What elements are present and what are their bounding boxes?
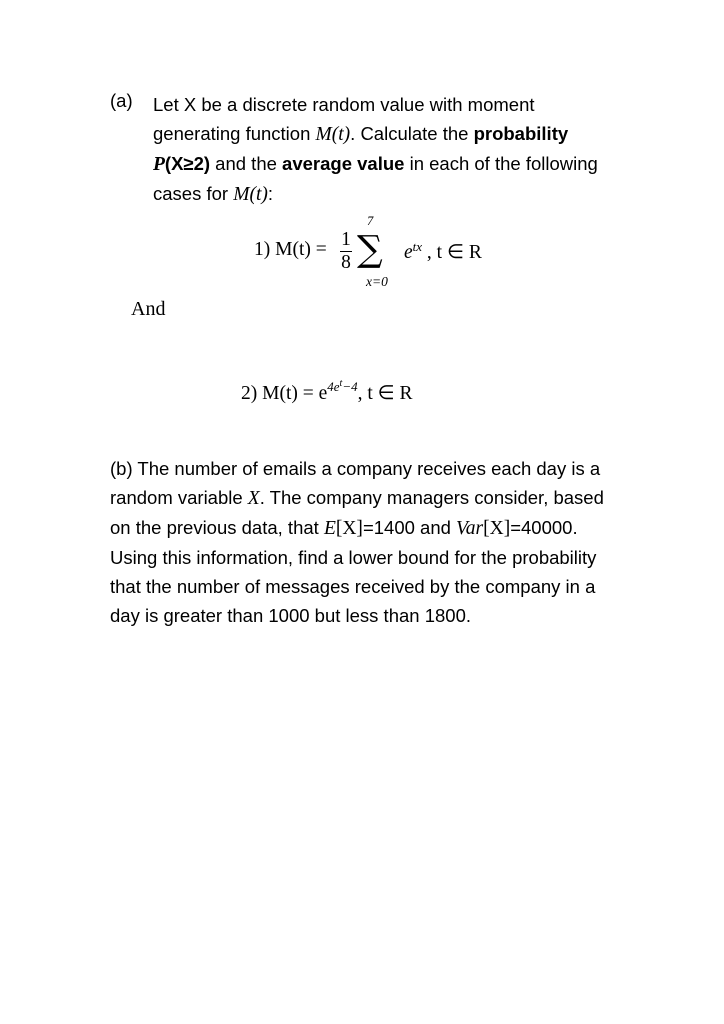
formula-2-exp-part2: −4: [342, 379, 358, 394]
part-a-label: (a): [110, 90, 133, 111]
part-a-text-4: in each of the following cases for: [153, 153, 598, 204]
summation-symbol: ∑: [357, 229, 383, 270]
formula-1-lhs: 1) M(t) =: [254, 239, 327, 260]
part-b-paragraph: [110, 454, 620, 630]
and-text: And: [131, 298, 166, 320]
fraction-denominator: 8: [341, 252, 351, 274]
formula-2-tail: , t ∈ R: [357, 383, 413, 404]
part-a-bold-average: average value: [282, 153, 405, 174]
formula-1: [254, 212, 514, 292]
formula-2: [241, 378, 413, 405]
part-b-text-1: (b) The number of emails a company receives each day is a random variable: [110, 458, 601, 508]
sum-upper-limit: 7: [367, 214, 374, 228]
formula-2-lhs: 2) M(t) = e: [241, 383, 328, 404]
formula-1-rhs: [404, 239, 482, 264]
part-b-Var: Var: [456, 518, 484, 539]
formula-1-fraction: [340, 230, 352, 273]
part-b-E: E: [323, 518, 336, 539]
formula-2-exp-sup: t: [339, 378, 343, 389]
sum-lower-limit: x=0: [366, 274, 388, 289]
part-a-text-2: . Calculate the: [350, 123, 474, 144]
part-a-text-1: Let X be a discrete random value with moment generating function: [153, 94, 535, 144]
part-a-mgf: M(t): [315, 124, 351, 145]
part-b-text-4: =40000. Using this information, find a lower bound for the probability that the number of messages received by the company in a day is greater than 1000 but less than 1800.: [110, 517, 597, 626]
formula-1-tail: , t ∈ R: [422, 242, 482, 263]
formula-2-exp-part1: 4e: [327, 379, 340, 394]
part-b-text-2: . The company managers consider, based on the previous data, that: [110, 487, 604, 538]
exp-base: e: [404, 242, 413, 263]
part-b-E-bracket: [X]: [335, 518, 363, 539]
formula-2-exponent: [327, 379, 357, 394]
part-a-text-5: :: [267, 183, 273, 204]
part-a-prob-P: P: [153, 154, 165, 175]
part-a-paragraph: [153, 90, 623, 209]
exp-exponent: tx: [412, 239, 423, 254]
part-a-prob-rest: (X≥2): [164, 153, 211, 174]
part-b-X: X: [247, 488, 260, 509]
fraction-numerator: 1: [341, 229, 351, 250]
part-a-text-3: and the: [210, 153, 283, 174]
part-a-bold-probability: probability: [473, 123, 569, 144]
part-b-Var-bracket: [X]: [483, 518, 511, 539]
part-a-mgf-2: M(t): [233, 184, 268, 205]
part-b-text-3: =1400 and: [362, 517, 457, 538]
